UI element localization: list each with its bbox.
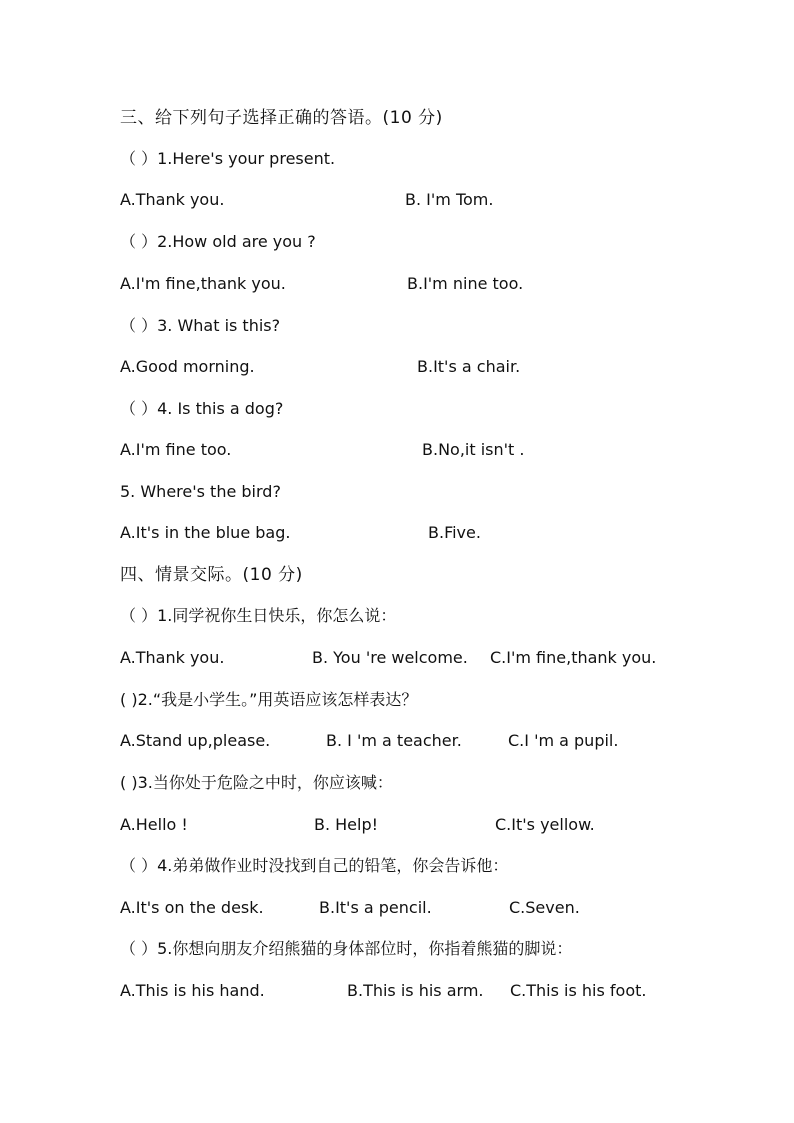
option-a: A.Stand up,please. <box>120 731 271 750</box>
option-a: A.Thank you. <box>120 648 225 667</box>
option-a: A.This is his hand. <box>120 981 265 1000</box>
question-stem: ( )2.“我是小学生。”用英语应该怎样表达？ <box>120 690 418 709</box>
section4-heading: 四、情景交际。(10 分) <box>120 565 303 585</box>
question-stem: （ ）3. What is this? <box>120 316 281 335</box>
option-a: A.I'm fine too. <box>120 440 232 459</box>
question-options <box>120 272 720 296</box>
option-b: B.Five. <box>428 523 481 542</box>
option-b: B.It's a chair. <box>417 357 521 376</box>
question-options <box>120 896 720 920</box>
option-b: B.It's a pencil. <box>319 898 432 917</box>
option-a: A.It's on the desk. <box>120 898 264 917</box>
option-a: A.Thank you. <box>120 190 225 209</box>
option-b: B. Help! <box>314 815 379 834</box>
option-b: B. You 're welcome. <box>312 648 468 667</box>
question-stem: 5. Where's the bird? <box>120 482 281 501</box>
question-options <box>120 979 720 1003</box>
question-options <box>120 438 720 462</box>
option-a: A.I'm fine,thank you. <box>120 274 286 293</box>
option-c: C.This is his foot. <box>510 981 647 1000</box>
option-c: C.I 'm a pupil. <box>508 731 619 750</box>
question-options <box>120 729 720 753</box>
question-options <box>120 813 720 837</box>
question-stem: （ ）4.弟弟做作业时没找到自己的铅笔，你会告诉他： <box>120 856 509 875</box>
question-options <box>120 355 720 379</box>
question-stem: （ ）2.How old are you ? <box>120 232 316 251</box>
option-a: A.Hello ! <box>120 815 188 834</box>
question-stem: （ ）1.同学祝你生日快乐，你怎么说： <box>120 606 397 625</box>
option-b: B.This is his arm. <box>347 981 484 1000</box>
section3-heading: 三、给下列句子选择正确的答语。(10 分) <box>120 108 443 128</box>
option-c: C.Seven. <box>509 898 580 917</box>
question-options <box>120 646 720 670</box>
question-stem: （ ）5.你想向朋友介绍熊猫的身体部位时，你指着熊猫的脚说： <box>120 939 573 958</box>
option-b: B.No,it isn't . <box>422 440 525 459</box>
question-stem: ( )3.当你处于危险之中时，你应该喊： <box>120 773 393 792</box>
question-stem: （ ）4. Is this a dog? <box>120 399 284 418</box>
option-a: A.It's in the blue bag. <box>120 523 291 542</box>
option-a: A.Good morning. <box>120 357 255 376</box>
question-options <box>120 188 720 212</box>
option-b: B. I 'm a teacher. <box>326 731 462 750</box>
question-stem: （ ）1.Here's your present. <box>120 149 336 168</box>
option-c: C.I'm fine,thank you. <box>490 648 657 667</box>
question-options <box>120 521 720 545</box>
option-c: C.It's yellow. <box>495 815 595 834</box>
option-b: B.I'm nine too. <box>407 274 524 293</box>
option-b: B. I'm Tom. <box>405 190 494 209</box>
